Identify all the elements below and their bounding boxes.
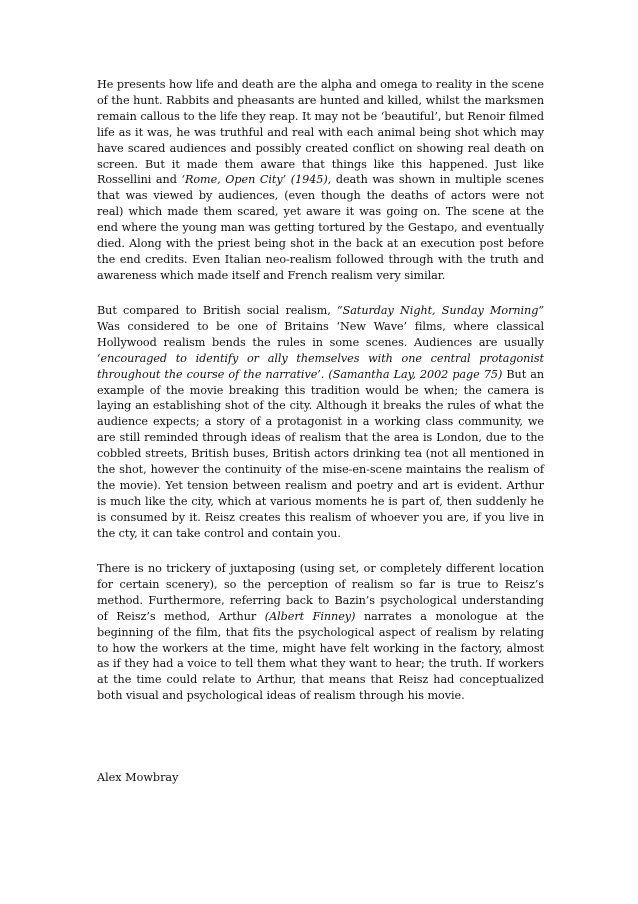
paragraph-3-text-continued: narrates a monologue at the beginning of the film, that fits the psychological aspect of realism by relating to how the workers at the time, might have felt working in the factory, almost as if they had a voice to tell them what they want to hear; the truth. If workers at the time could relate to Arthur, that means that Reisz had conceptualized both visual and psychological ideas of realism through his movie. bbox=[97, 609, 544, 703]
citation-quote: ‘encouraged to identify or ally themselves with one central protagonist throughout the course of the narrative’. (Samantha Lay, 2002 page 75) bbox=[97, 351, 544, 381]
actor-name: (Albert Finney) bbox=[264, 609, 356, 623]
film-title-saturday-night: “Saturday Night, Sunday Morning” bbox=[337, 304, 544, 317]
paragraph-2 bbox=[97, 303, 544, 542]
paragraph-2-text: But compared to British social realism, bbox=[97, 304, 337, 317]
paragraph-1 bbox=[97, 77, 544, 284]
film-title-rome-open-city: ‘Rome, Open City’ (1945), bbox=[181, 173, 332, 187]
author-signature: Alex Mowbray bbox=[97, 771, 179, 784]
paragraph-3-text: There is no trickery of juxtaposing (using set, or completely different location for certain scenery), so the perception of realism so far is true to Reisz’s method. Furthermore, referring back to Bazin’s psychological understanding of Reisz’s method, Arthur bbox=[97, 562, 544, 623]
paragraph-1-text: He presents how life and death are the alpha and omega to reality in the scene of the hunt. Rabbits and pheasants are hunted and killed, whilst the marksmen remain callous to the life they reap. It may not be ‘beautiful’, but Renoir filmed life as it was, he was truthful and real with each animal being shot which may have scared audiences and possibly created conflict on showing real death on screen. But it made them aware that things like this happened. Just like Rossellini and bbox=[97, 78, 544, 187]
paragraph-1-text-continued: death was shown in multiple scenes that was viewed by audiences, (even though the deaths of actors were not real) which made them scared, yet aware it was going on. The scene at the end where the young man was getting tortured by the Gestapo, and eventually died. Along with the priest being shot in the back at an execution post before the end credits. Even Italian neo-realism followed through with the truth and awareness which made itself and French realism very similar. bbox=[97, 173, 544, 282]
paragraph-2-text-continued: Was considered to be one of Britains ‘New Wave’ films, where classical Hollywood realism bends the rules in some scenes. Audiences are usually bbox=[97, 319, 544, 349]
paragraph-3 bbox=[97, 561, 544, 704]
paragraph-2-text-end: But an example of the movie breaking this tradition would be when; the camera is laying an establishing shot of the city. Although it breaks the rules of what the audience expects; a story of a protagonist in a working class community, we are still reminded through ideas of realism that the area is London, due to the cobbled streets, British buses, British actors drinking tea (not all mentioned in the shot, however the continuity of the mise-en-scene maintains the realism of the movie). Yet tension between realism and poetry and art is evident. Arthur is much like the city, which at various moments he is part of, then suddenly he is consumed by it. Reisz creates this realism of whoever you are, if you live in the cty, it can take control and contain you. bbox=[97, 367, 545, 540]
